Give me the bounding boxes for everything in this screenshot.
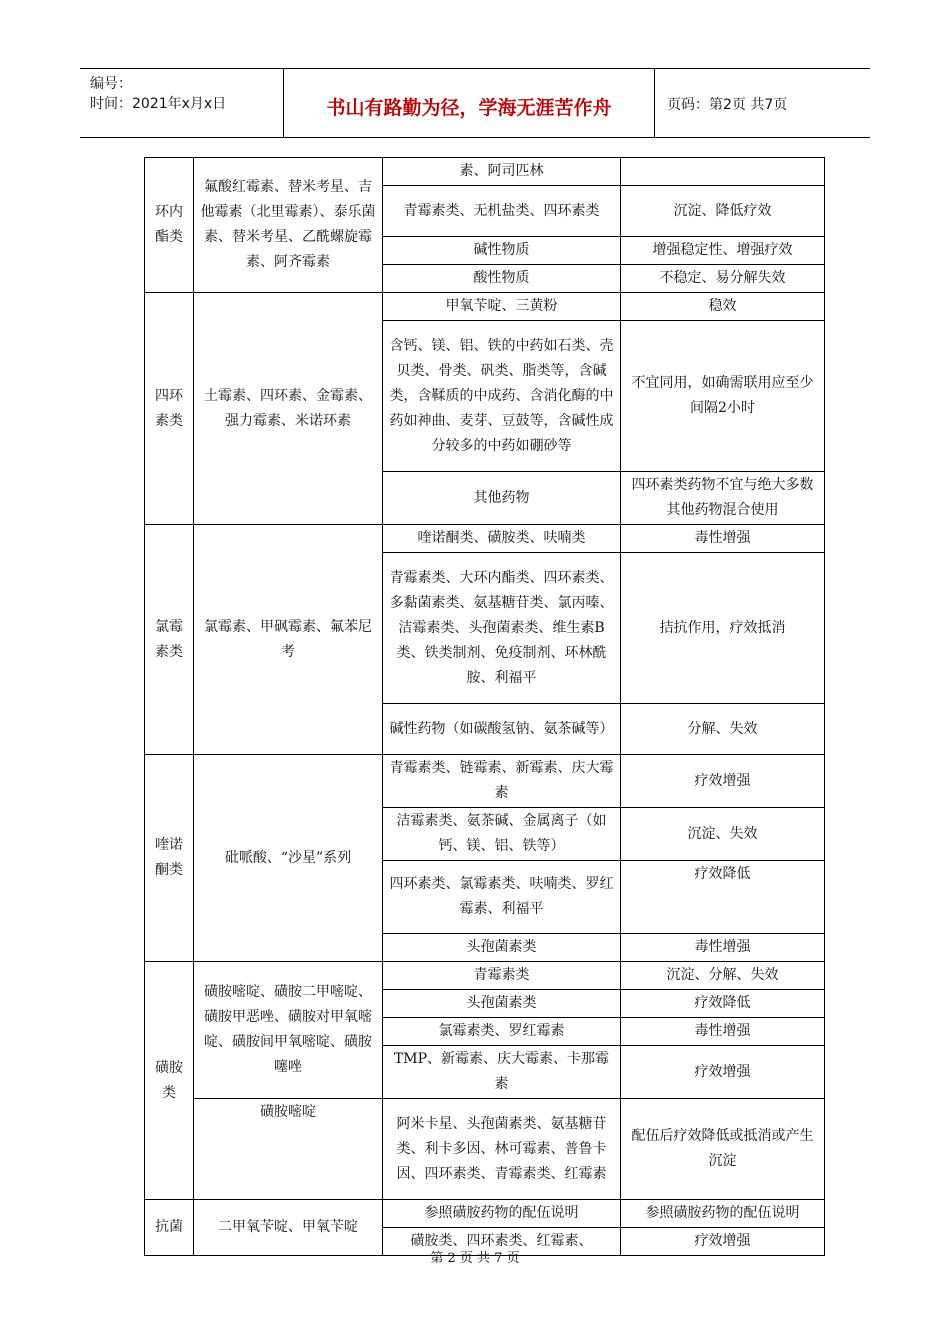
combined-with-cell: 参照磺胺药物的配伍说明 [383,1200,621,1228]
combined-with-cell: TMP、新霉素、庆大霉素、卡那霉素 [383,1046,621,1099]
effect-cell: 配伍后疗效降低或抵消或产生沉淀 [621,1099,825,1200]
drug-names-cell: 磺胺嘧啶、磺胺二甲嘧啶、磺胺甲恶唑、磺胺对甲氧嘧啶、磺胺间甲氧嘧啶、磺胺噻唑 [194,962,383,1099]
table-row [145,962,825,990]
table-row [145,1099,825,1200]
effect-cell: 不宜同用，如确需联用应至少间隔2小时 [621,321,825,472]
effect-cell: 分解、失效 [621,704,825,755]
table-row [145,293,825,321]
drug-class-cell: 环内酯类 [145,158,194,293]
motto-text: 书山有路勤为径，学海无涯苦作舟 [326,97,612,119]
effect-cell: 疗效增强 [621,1228,825,1256]
header-page-cell [655,69,870,137]
effect-cell: 不稳定、易分解失效 [621,265,825,293]
combined-with-cell: 青霉素类、无机盐类、四环素类 [383,186,621,237]
page-header [80,68,870,138]
table-row [145,525,825,553]
header-motto-cell [284,69,655,137]
combined-with-cell: 素、阿司匹林 [383,158,621,186]
drug-names-cell: 氯霉素、甲砜霉素、氟苯尼考 [194,525,383,755]
effect-cell: 四环素类药物不宜与绝大多数其他药物混合使用 [621,472,825,525]
combined-with-cell: 其他药物 [383,472,621,525]
combined-with-cell: 阿米卡星、头孢菌素类、氨基糖苷类、利卡多因、林可霉素、普鲁卡因、四环素类、青霉素类、红霉素 [383,1099,621,1200]
drug-compatibility-table [144,157,825,1256]
drug-names-cell: 土霉素、四环素、金霉素、强力霉素、米诺环素 [194,293,383,525]
combined-with-cell: 洁霉素类、氨茶碱、金属离子（如钙、镁、铝、铁等） [383,808,621,861]
table-row [145,1200,825,1228]
table-row [145,158,825,186]
effect-cell: 毒性增强 [621,934,825,962]
page-footer: 第 2 页 共 7 页 [430,1251,520,1266]
drug-class-cell: 四环素类 [145,293,194,525]
drug-names-cell: 磺胺嘧啶 [194,1099,383,1200]
combined-with-cell: 酸性物质 [383,265,621,293]
header-page-number: 页码：第2页 共7页 [667,97,788,113]
effect-cell: 增强稳定性、增强疗效 [621,237,825,265]
document-number-label: 编号： [90,76,132,92]
effect-cell [621,158,825,186]
effect-cell: 疗效降低 [621,861,825,934]
combined-with-cell: 四环素类、氯霉素类、呋喃类、罗红霉素、利福平 [383,861,621,934]
combined-with-cell: 青霉素类、大环内酯类、四环素类、多黏菌素类、氨基糖苷类、氯丙嗪、洁霉素类、头孢菌素类、维生素B类、铁类制剂、免疫制剂、环林酰胺、利福平 [383,553,621,704]
effect-cell: 毒性增强 [621,525,825,553]
effect-cell: 疗效增强 [621,755,825,808]
drug-names-cell: 二甲氧苄啶、甲氧苄啶 [194,1200,383,1256]
combined-with-cell: 青霉素类、链霉素、新霉素、庆大霉素 [383,755,621,808]
document-time-label: 时间：2021年x月x日 [90,96,227,112]
effect-cell: 沉淀、降低疗效 [621,186,825,237]
combined-with-cell: 头孢菌素类 [383,990,621,1018]
combined-with-cell: 磺胺类、四环素类、红霉素、 [383,1228,621,1256]
drug-class-cell: 喹诺酮类 [145,755,194,962]
effect-cell: 毒性增强 [621,1018,825,1046]
table-row [145,755,825,808]
combined-with-cell: 头孢菌素类 [383,934,621,962]
effect-cell: 参照磺胺药物的配伍说明 [621,1200,825,1228]
header-info-cell [80,69,284,137]
effect-cell: 拮抗作用，疗效抵消 [621,553,825,704]
combined-with-cell: 甲氧苄啶、三黄粉 [383,293,621,321]
drug-class-cell: 磺胺类 [145,962,194,1200]
effect-cell: 稳效 [621,293,825,321]
combined-with-cell: 含钙、镁、铝、铁的中药如石类、壳贝类、骨类、矾类、脂类等，含碱类，含鞣质的中成药、含消化酶的中药如神曲、麦芽、豆鼓等，含碱性成分较多的中药如硼砂等 [383,321,621,472]
drug-class-cell: 氯霉素类 [145,525,194,755]
effect-cell: 沉淀、失效 [621,808,825,861]
combined-with-cell: 氯霉素类、罗红霉素 [383,1018,621,1046]
combined-with-cell: 喹诺酮类、磺胺类、呋喃类 [383,525,621,553]
combined-with-cell: 青霉素类 [383,962,621,990]
combined-with-cell: 碱性药物（如碳酸氢钠、氨茶碱等） [383,704,621,755]
combined-with-cell: 碱性物质 [383,237,621,265]
effect-cell: 疗效降低 [621,990,825,1018]
drug-names-cell: 氟酸红霉素、替米考星、吉他霉素（北里霉素）、泰乐菌素、替米考星、乙酰螺旋霉素、阿齐霉素 [194,158,383,293]
drug-class-cell: 抗菌 [145,1200,194,1256]
effect-cell: 疗效增强 [621,1046,825,1099]
drug-names-cell: 砒哌酸、“沙星”系列 [194,755,383,962]
effect-cell: 沉淀、分解、失效 [621,962,825,990]
